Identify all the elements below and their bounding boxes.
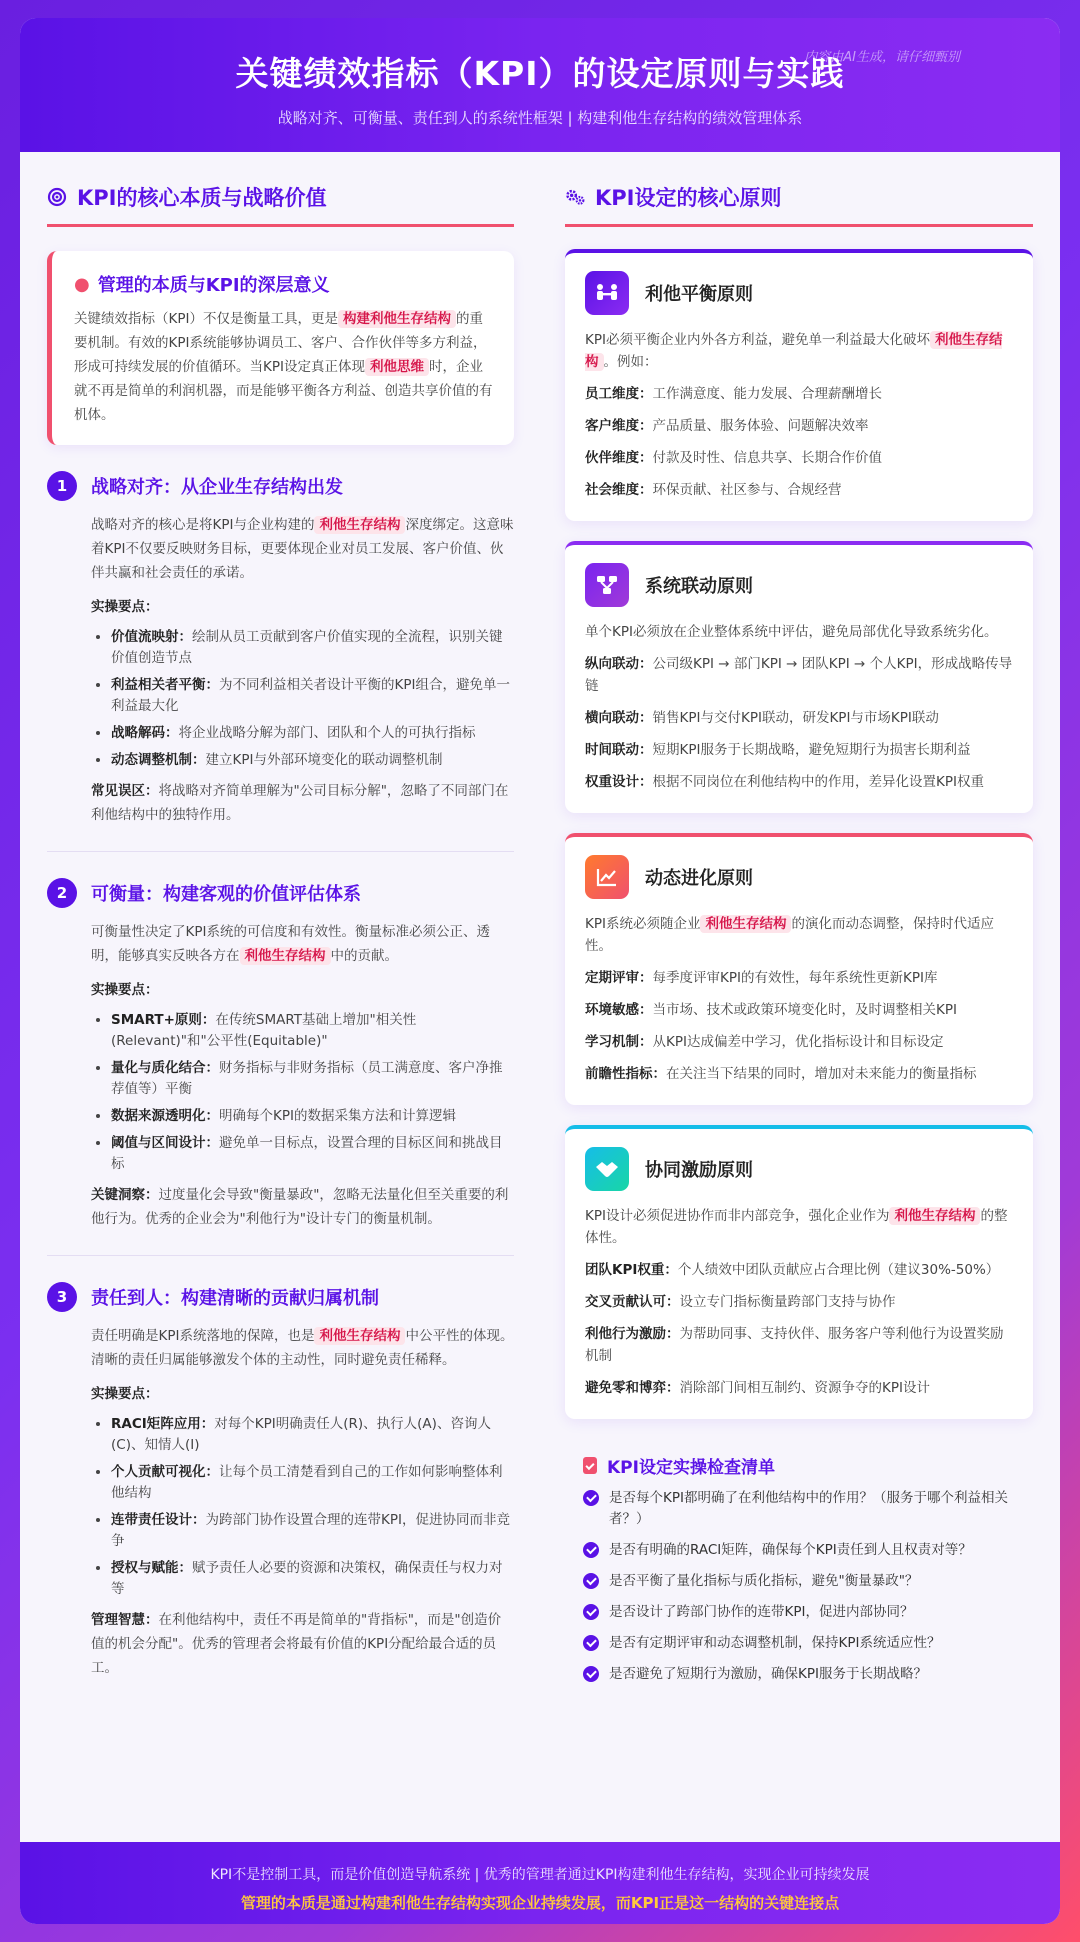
card-row: 定期评审：每季度评审KPI的有效性，每年系统性更新KPI库 [585, 970, 938, 986]
list-item: • 连带责任设计：为跨部门协作设置合理的连带KPI，促进协同而非竞争 [111, 1510, 514, 1552]
card-row: 纵向联动：公司级KPI → 部门KPI → 团队KPI → 个人KPI，形成战略传导链 [585, 656, 1013, 694]
number-badge: 1 [47, 471, 77, 501]
card-title: 系统联动原则 [645, 576, 753, 597]
card-row: 时间联动：短期KPI服务于长期战略，避免短期行为损害长期利益 [585, 742, 971, 758]
footer [20, 1842, 1060, 1924]
check-circle-icon [583, 1635, 599, 1651]
block-paragraph: 战略对齐的核心是将KPI与企业构建的 利他生存结构 深度绑定。这意味着KPI不仅要反映财务目标，更要体现企业对员工发展、客户价值、伙伴共赢和社会责任的承诺。 [91, 517, 514, 581]
block-paragraph: 可衡量性决定了KPI系统的可信度和有效性。衡量标准必须公正、透明，能够真实反映各方在 利他生存结构 中的贡献。 [91, 924, 490, 964]
list-item: • 动态调整机制：建立KPI与外部环境变化的联动调整机制 [111, 750, 514, 771]
handshake-icon [585, 1147, 629, 1191]
principle-block-1 [47, 471, 514, 852]
check-circle-icon [583, 1604, 599, 1620]
card-row: 避免零和博弈：消除部门间相互制约、资源争夺的KPI设计 [585, 1380, 930, 1396]
block-note: 关键洞察：过度量化会导致"衡量暴政"，忽略无法量化但至关重要的利他行为。优秀的企业会为"利他行为"设计专门的衡量机制。 [91, 1187, 509, 1227]
principle-card-2 [565, 541, 1033, 813]
card-row: 环境敏感：当市场、技术或政策环境变化时，及时调整相关KPI [585, 1002, 957, 1018]
block-note: 常见误区：将战略对齐简单理解为"公司目标分解"，忽略了不同部门在利他结构中的独特作用。 [91, 783, 509, 823]
highlight: 利他生存结构 [889, 1207, 980, 1225]
intro-title: ● 管理的本质与KPI的深层意义 [74, 273, 330, 296]
block-title: 1 战略对齐：从企业生存结构出发 [47, 471, 514, 501]
points-list [91, 627, 514, 771]
list-item: • 战略解码：将企业战略分解为部门、团队和个人的可执行指标 [111, 723, 514, 744]
highlight: 利他生存结构 [240, 947, 331, 965]
people-icon [585, 271, 629, 315]
points-label: 实操要点： [91, 599, 159, 615]
card-title: 动态进化原则 [645, 868, 753, 889]
card-row: 学习机制：从KPI达成偏差中学习，优化指标设计和目标设定 [585, 1034, 944, 1050]
checklist-item: 是否有明确的RACI矩阵，确保每个KPI责任到人且权责对等？ [583, 1540, 1033, 1561]
footer-line-1: KPI不是控制工具，而是价值创造导航系统 | 优秀的管理者通过KPI构建利他生存结构，实现企业可持续发展 [210, 1867, 870, 1883]
target-icon [47, 187, 67, 207]
principle-card-4 [565, 1125, 1033, 1419]
check-circle-icon [583, 1666, 599, 1682]
points-label: 实操要点： [91, 1386, 159, 1402]
header [20, 18, 1060, 152]
page-subtitle: 战略对齐、可衡量、责任到人的系统性框架 | 构建利他生存结构的绩效管理体系 [277, 109, 803, 127]
list-item: • 阈值与区间设计：避免单一目标点，设置合理的目标区间和挑战目标 [111, 1133, 514, 1175]
list-item: • 价值流映射：绘制从员工贡献到客户价值实现的全流程，识别关键价值创造节点 [111, 627, 514, 669]
checklist-item: 是否设计了跨部门协作的连带KPI，促进内部协同？ [583, 1602, 1033, 1623]
card-title: 协同激励原则 [645, 1160, 753, 1181]
principle-block-2 [47, 878, 514, 1256]
intro-card [47, 251, 514, 445]
right-column [565, 182, 1033, 1695]
card-desc: KPI设计必须促进协作而非内部竞争，强化企业作为 利他生存结构 的整体性。 [585, 1208, 1008, 1246]
list-item: • 利益相关者平衡：为不同利益相关者设计平衡的KPI组合，避免单一利益最大化 [111, 675, 514, 717]
page [20, 18, 1060, 1924]
card-row: 伙伴维度：付款及时性、信息共享、长期合作价值 [585, 450, 882, 466]
principle-card-1 [565, 249, 1033, 521]
left-section-title [47, 182, 514, 227]
number-badge: 2 [47, 878, 77, 908]
list-item: • 授权与赋能：赋予责任人必要的资源和决策权，确保责任与权力对等 [111, 1558, 514, 1600]
highlight: 利他思维 [365, 358, 429, 376]
card-row: 团队KPI权重：个人绩效中团队贡献应占合理比例（建议30%-50%） [585, 1262, 1000, 1278]
gears-icon [565, 187, 585, 207]
card-row: 社会维度：环保贡献、社区参与、合规经营 [585, 482, 842, 498]
card-title: 利他平衡原则 [645, 284, 753, 305]
card-desc: 单个KPI必须放在企业整体系统中评估，避免局部优化导致系统劣化。 [585, 624, 998, 640]
points-label: 实操要点： [91, 982, 159, 998]
list-item: • 数据来源透明化：明确每个KPI的数据采集方法和计算逻辑 [111, 1106, 514, 1127]
highlight: 构建利他生存结构 [338, 310, 456, 328]
list-item: • RACI矩阵应用：对每个KPI明确责任人(R)、执行人(A)、咨询人(C)、知情人(I) [111, 1414, 514, 1456]
check-circle-icon [583, 1542, 599, 1558]
left-section-title-text: KPI的核心本质与战略价值 [77, 186, 327, 210]
card-desc: KPI必须平衡企业内外各方利益，避免单一利益最大化破坏 利他生存结构 。例如： [585, 332, 1003, 370]
ai-watermark: 内容由AI生成，请仔细甄别 [804, 50, 960, 65]
right-section-title-text: KPI设定的核心原则 [595, 186, 782, 210]
checklist-item: 是否避免了短期行为激励，确保KPI服务于长期战略？ [583, 1664, 1033, 1685]
check-circle-icon [583, 1573, 599, 1589]
card-row: 利他行为激励：为帮助同事、支持伙伴、服务客户等利他行为设置奖励机制 [585, 1326, 1004, 1364]
card-row: 横向联动：销售KPI与交付KPI联动，研发KPI与市场KPI联动 [585, 710, 939, 726]
block-body [47, 513, 514, 827]
checklist-items [583, 1488, 1033, 1685]
checklist-item: 是否有定期评审和动态调整机制，保持KPI系统适应性？ [583, 1633, 1033, 1654]
points-list [91, 1010, 514, 1175]
check-circle-icon [583, 1490, 599, 1506]
left-column [47, 182, 514, 1680]
card-row: 前瞻性指标：在关注当下结果的同时，增加对未来能力的衡量指标 [585, 1066, 977, 1082]
page-title: 关键绩效指标（KPI）的设定原则与实践 [235, 54, 845, 93]
block-note: 管理智慧：在利他结构中，责任不再是简单的"背指标"，而是"创造价值的机会分配"。优秀的管理者会将最有价值的KPI分配给最合适的员工。 [91, 1612, 502, 1676]
number-badge: 3 [47, 1282, 77, 1312]
card-row: 交叉贡献认可：设立专门指标衡量跨部门支持与协作 [585, 1294, 896, 1310]
divider [47, 851, 514, 852]
checklist-item: 是否每个KPI都明确了在利他结构中的作用？（服务于哪个利益相关者？） [583, 1488, 1033, 1530]
block-paragraph: 责任明确是KPI系统落地的保障，也是 利他生存结构 中公平性的体现。清晰的责任归属能够激发个体的主动性，同时避免责任稀释。 [91, 1328, 514, 1368]
content-columns [20, 152, 1060, 1842]
highlight: 利他生存结构 [585, 332, 1003, 370]
card-row: 客户维度：产品质量、服务体验、问题解决效率 [585, 418, 869, 434]
card-desc: KPI系统必须随企业 利他生存结构 的演化而动态调整，保持时代适应性。 [585, 916, 994, 954]
footer-line-2: 管理的本质是通过构建利他生存结构实现企业持续发展，而KPI正是这一结构的关键连接点 [240, 1894, 840, 1912]
card-row: 员工维度：工作满意度、能力发展、合理薪酬增长 [585, 386, 882, 402]
lightbulb-icon: ● [74, 273, 90, 295]
right-section-title [565, 182, 1033, 227]
block-body [47, 920, 514, 1231]
highlight: 利他生存结构 [700, 915, 791, 933]
points-list [91, 1414, 514, 1600]
checklist-item: 是否平衡了量化指标与质化指标，避免"衡量暴政"？ [583, 1571, 1033, 1592]
trend-icon [585, 855, 629, 899]
list-item: • 量化与质化结合：财务指标与非财务指标（员工满意度、客户净推荐值等）平衡 [111, 1058, 514, 1100]
list-item: • 个人贡献可视化：让每个员工清楚看到自己的工作如何影响整体利他结构 [111, 1462, 514, 1504]
divider [47, 1255, 514, 1256]
checklist [565, 1453, 1033, 1685]
network-icon [585, 563, 629, 607]
block-title: 2 可衡量：构建客观的价值评估体系 [47, 878, 514, 908]
highlight: 利他生存结构 [314, 516, 405, 534]
principle-card-3 [565, 833, 1033, 1105]
block-body [47, 1324, 514, 1680]
checklist-title: KPI设定实操检查清单 [583, 1453, 1033, 1478]
card-row: 权重设计：根据不同岗位在利他结构中的作用，差异化设置KPI权重 [585, 774, 984, 790]
block-title: 3 责任到人：构建清晰的贡献归属机制 [47, 1282, 514, 1312]
principle-block-3 [47, 1282, 514, 1680]
highlight: 利他生存结构 [314, 1327, 405, 1345]
list-item: • SMART+原则：在传统SMART基础上增加"相关性(Relevant)"和"公平性(Equitable)" [111, 1010, 514, 1052]
clipboard-check-icon [583, 1457, 597, 1474]
intro-text: 关键绩效指标（KPI）不仅是衡量工具，更是 构建利他生存结构 的重要机制。有效的KPI系统能够协调员工、客户、合作伙伴等多方利益，形成可持续发展的价值循环。当KPI设定真正体现 利他思维 时，企业就不再是简单的利润机器，而是能够平衡各方利益、创造共享价值的有机体。 [74, 311, 493, 423]
